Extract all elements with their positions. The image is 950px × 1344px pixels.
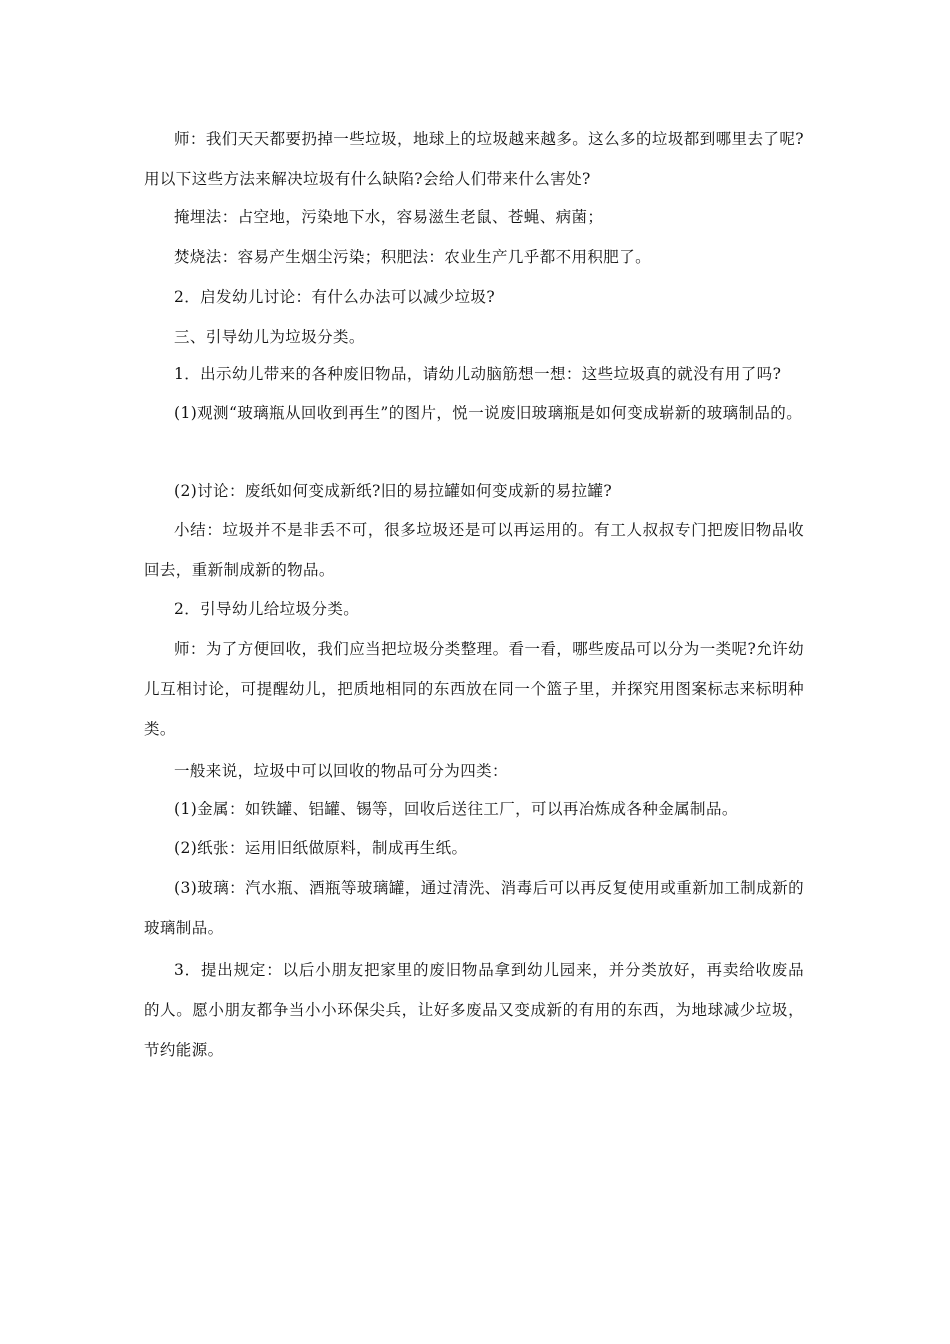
paragraph-discussion: 2．启发幼儿讨论：有什么办法可以减少垃圾? [174,288,496,306]
paragraph-glass-recycle: (1)观测“玻璃瓶从回收到再生”的图片，悦一说废旧玻璃瓶是如何变成崭新的玻璃制品的。 [174,404,803,422]
list-item-paper: (2)纸张：运用旧纸做原料，制成再生纸。 [174,839,468,857]
list-item-glass: (3)玻璃：汽水瓶、酒瓶等玻璃罐，通过清洗、消毒后可以再反复使用或重新加工制成新的玻璃制品。 [144,879,804,937]
paragraph-summary: 小结：垃圾并不是非丢不可，很多垃圾还是可以再运用的。有工人叔叔专门把废旧物品收回去，重新制成新的物品。 [144,521,804,579]
list-item-metal: (1)金属：如铁罐、铝罐、锡等，回收后送往工厂，可以再冶炼成各种金属制品。 [174,800,738,818]
paragraph-paper-discussion: (2)讨论：废纸如何变成新纸?旧的易拉罐如何变成新的易拉罐? [174,482,613,500]
paragraph-teacher-sorting: 师：为了方便回收，我们应当把垃圾分类整理。看一看，哪些废品可以分为一类呢?允许幼儿互相讨论，可提醒幼儿，把质地相同的东西放在同一个篮子里，并探究用图案标志来标明种类。 [144,640,804,738]
paragraph-teacher-question: 师：我们天天都要扔掉一些垃圾，地球上的垃圾越来越多。这么多的垃圾都到哪里去了呢?用以下这些方法来解决垃圾有什么缺陷?会给人们带来什么害处? [144,130,804,188]
paragraph-landfill: 掩埋法：占空地，污染地下水，容易滋生老鼠、苍蝇、病菌； [174,208,604,226]
section-heading-sorting: 三、引导幼儿为垃圾分类。 [174,328,365,346]
paragraph-four-categories: 一般来说，垃圾中可以回收的物品可分为四类： [174,762,508,780]
paragraph-incineration: 焚烧法：容易产生烟尘污染；积肥法：农业生产几乎都不用积肥了。 [174,248,652,266]
paragraph-rules: 3．提出规定：以后小朋友把家里的废旧物品拿到幼儿园来，并分类放好，再卖给收废品的人。愿小朋友都争当小小环保尖兵，让好多废品又变成新的有用的东西，为地球减少垃圾，节约能源。 [144,961,804,1059]
paragraph-show-items: 1．出示幼儿带来的各种废旧物品，请幼儿动脑筋想一想：这些垃圾真的就没有用了吗? [174,365,782,383]
paragraph-guide-sorting: 2．引导幼儿给垃圾分类。 [174,600,360,618]
